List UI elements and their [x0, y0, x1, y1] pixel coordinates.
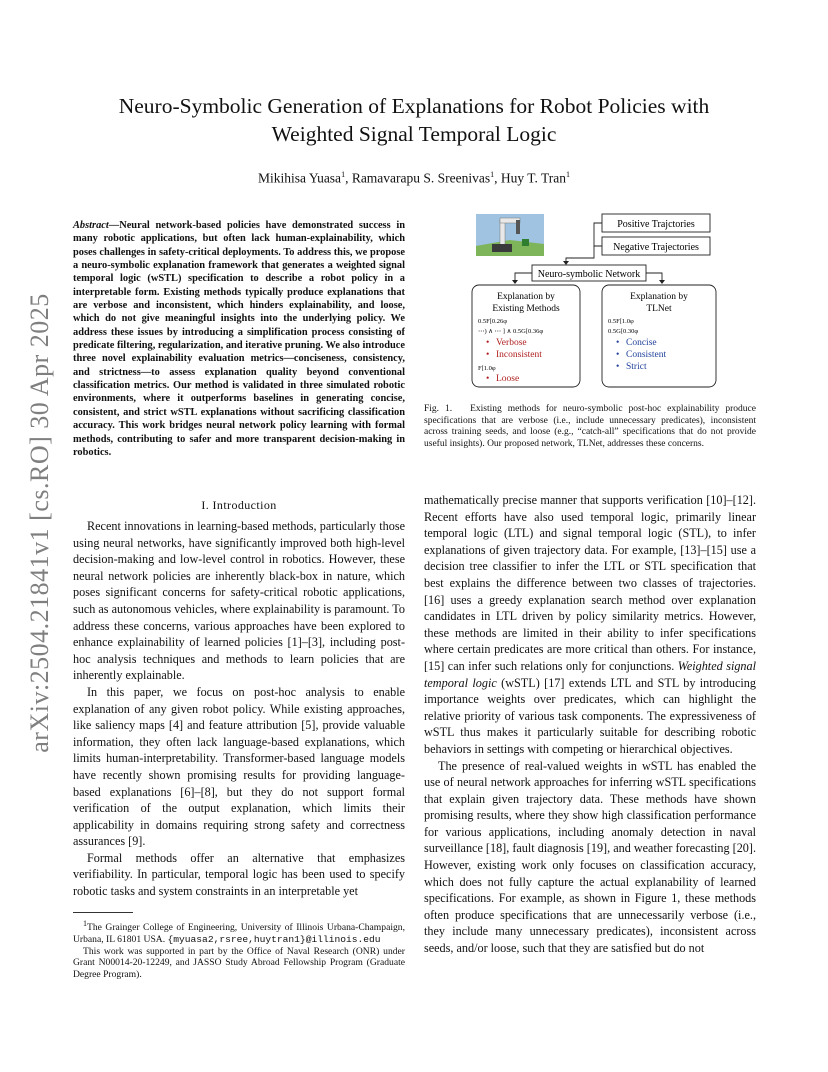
robot-arm-image [476, 214, 544, 256]
bullet-concise: Concise [626, 338, 657, 348]
author-name: Mikihisa Yuasa [257, 170, 342, 186]
abstract-label: Abstract [73, 220, 109, 231]
svg-text:•: • [486, 374, 490, 384]
arxiv-stamp: arXiv:2504.21841v1 [cs.RO] 30 Apr 2025 [25, 292, 54, 753]
paragraph: mathematically precise manner that supports verification [10]–[12]. Recent efforts have also used temporal logic, primarily linear temporal logic (LTL) and signal temporal logic (STL), to infer explanations of given trajectory data. For example, [13]–[15] use a decision tree classifier to infer the LTL or STL specification that best explains the difference between two classes of trajectories. [16] uses a greedy explanation search method over explanation candidates in LTL driven by policy similarity metrics. However, these methods are limited in their ability to infer specifications where certain predicates are more critical than others. For instance, [15] can infer such relations only for conjunctions. [424, 493, 756, 673]
negative-label: Negative Trajectories [613, 242, 699, 253]
footnote-emails: {myuasa2,rsree,huytran1}@illinois.edu [167, 933, 381, 945]
bullet-inconsistent: Inconsistent [496, 350, 542, 360]
network-label: Neuro-symbolic Network [537, 269, 641, 280]
tlnet-formula: 0.5F[1.0φ [608, 318, 634, 325]
existing-formula: ⋯) ∧ ⋯ ] ∧ 0.5G[0.36φ [478, 328, 544, 335]
bullet-verbose: Verbose [496, 338, 527, 348]
abstract [73, 219, 405, 459]
caption-text: Existing methods for neuro-symbolic post-hoc explainability produce specifications that are verbose (i.e., include unnecessary predicates), inconsistent across training seeds, and loose (e.g., “catch-all” specifications that do not provide useful insights). Our proposed network, TLNet, addresses these concerns. [424, 404, 756, 449]
footnote-affiliation: The Grainger College of Engineering, University of Illinois Urbana-Champaign, Urbana, IL 61801 USA. [73, 922, 405, 945]
svg-text:Existing Methods: Existing Methods [492, 304, 560, 314]
right-column-body: mathematically precise manner that supports verification [10]–[12]. Recent efforts have also used temporal logic, primarily linear temporal logic (LTL) and signal temporal logic (STL), to infer explanations of given trajectory data. For example, [13]–[15] use a decision tree classifier to infer the LTL or STL specification that best explains the difference between two classes of trajectories. [16] uses a greedy explanation search method over explanation candidates in LTL driven by policy similarity metrics. However, these methods are limited in their ability to infer specifications where certain predicates are more critical than others. For instance, [15] can infer such relations only for conjunctions. Weighted signal temporal logic (wSTL) [17] extends LTL and STL by introducing importance weights over predicates, which can highlight the relative priority of various task components. The expressiveness of wSTL thus makes it particularly suitable for describing robotic behaviors in settings with competing or hierarchical objectives. The presence of real-valued weights in wSTL has enabled the use of neural network approaches for inferring wSTL specifications that explain given trajectory data. These methods have shown promising results, where they show high classification performance for various applications, including anomaly detection in naval surveillance [18], fault diagnosis [19], and weather forecasting [20]. However, existing work only focuses on classification accuracy, which does not fully capture the actual explanability of learned specifications. For example, as shown in Figure 1, these methods often produce specifications that are unnecessarily verbose (i.e., they include many unnecessary predicates), inconsistent across seeds, and/or loose, such that they are satisfied but do not [424, 493, 757, 956]
svg-text:•: • [486, 338, 490, 348]
left-column-body [73, 518, 405, 900]
paragraph: In this paper, we focus on post-hoc analysis to enable explanation of any given robot policy. While existing approaches, like saliency maps [4] and feature attribution [5], provide valuable information, they often lack language-based explanations, which limits human-interpretability. Transformer-based language models have recently shown promising results for providing language-based explanations [6]–[8], but they do not support formal verification of the output explanation, which limits their applicability in domains requiring strong safety and correctness assurances [9]. [73, 684, 405, 849]
author-name: Ramavarapu S. Sreenivas [351, 170, 491, 186]
author-name: Huy T. Tran [500, 170, 567, 186]
abstract-text: —Neural network-based policies have demonstrated success in many robotic applications, but often lack human-explainability, which poses challenges in safety-critical deployments. To address this, we propose a neuro-symbolic explanation framework that generates a weighted signal temporal logic (wSTL) specification to describe a robot policy in a interpretable form. Existing methods typically produce explanations that are verbose and inconsistent, which hinders explainability, and loose, which do not give meaningful insights into the underlying policy. We address these issues by introducing a simplification process consisting of predicate filtering, regularization, and iterative pruning. We also introduce three novel explainability evaluation metrics—conciseness, consistency, and strictness—to assess explanation quality beyond conventional classification metrics. Our method is validated in three simulated robotic environments, where it outperforms baselines in generating concise, consistent, and strict wSTL explanations without sacrificing classification accuracy. This work bridges neural network policy learning with formal methods, contributing to safer and more transparent decision-making in robotics. [73, 220, 406, 458]
svg-text:TLNet: TLNet [646, 304, 672, 314]
bullet-consistent: Consistent [626, 350, 667, 360]
figure-1 [470, 206, 718, 390]
paragraph: The presence of real-valued weights in wSTL has enabled the use of neural network approaches for inferring wSTL specifications that explain given trajectory data. These methods have shown promising results, where they show high classification performance for various applications, including anomaly detection in naval surveillance [18], fault diagnosis [19], and weather forecasting [20]. However, existing work only focuses on classification accuracy, which does not fully capture the actual explanability of learned specifications. For example, as shown in Figure 1, these methods often produce specifications that are unnecessarily verbose (i.e., they include many unnecessary predicates), inconsistent across seeds, and/or loose, such that they are satisfied but do not [424, 758, 756, 956]
svg-text:•: • [616, 350, 620, 360]
svg-text:•: • [616, 338, 620, 348]
section-heading: I. Introduction [201, 498, 277, 512]
svg-text:•: • [616, 362, 620, 372]
positive-label: Positive Trajctories [617, 219, 695, 230]
author-list: Mikihisa Yuasa$^1$, Ramavarapu S. Sreenivas$^1$, Huy T. Tran$^1$ [257, 170, 571, 186]
svg-text:•: • [486, 350, 490, 360]
paragraph: Formal methods offer an alternative that emphasizes verifiability. In particular, temporal logic has been used to specify robotic tasks and system constraints in an interpretable yet [73, 850, 405, 899]
existing-formula: F[1.0φ [478, 365, 496, 372]
figure-caption [424, 404, 756, 450]
footnotes: $^1$The Grainger College of Engineering, University of Illinois Urbana-Champaign, Urbana, IL 61801 USA. {myuasa2,rsree,huytran1}@illinois.edu This work was supported in part by the Office of Naval Research (ONR) under Grant N00014-20-12249, and JASSO Study Abroad Fellowship Program (Graduate Degree Program). [73, 919, 405, 980]
tlnet-formula: 0.5G[0.30φ [608, 328, 639, 335]
bullet-loose: Loose [496, 374, 520, 384]
footnote-funding: This work was supported in part by the Office of Naval Research (ONR) under Grant N00014-20-12249, and JASSO Study Abroad Fellowship Program (Graduate Degree Program). [73, 945, 405, 980]
paper-title: Neuro-Symbolic Generation of Explanations for Robot Policies with Weighted Signal Temporal Logic [118, 94, 710, 146]
svg-text:Explanation by: Explanation by [497, 292, 555, 302]
caption-label: Fig. 1. [424, 404, 453, 414]
existing-formula: 0.5F[0.26φ [478, 318, 508, 325]
paragraph: Recent innovations in learning-based methods, particularly those using neural networks, have significantly improved both high-level decision-making and low-level control in robotics. However, these neural network policies are inherently black-box in nature, which poses significant concerns for safety-critical robotic applications, such as autonomous vehicles, where explainability is paramount. To address these concerns, various approaches have been explored to enhance explainability of learned policies [1]–[3], including post-hoc analysis techniques and methods to learn policies that are inherently explainable. [73, 519, 405, 683]
footnote-rule [73, 912, 133, 913]
wstl-term: Weighted signal temporal logic [424, 658, 757, 690]
svg-text:Explanation by: Explanation by [630, 292, 688, 302]
bullet-strict: Strict [626, 362, 647, 372]
